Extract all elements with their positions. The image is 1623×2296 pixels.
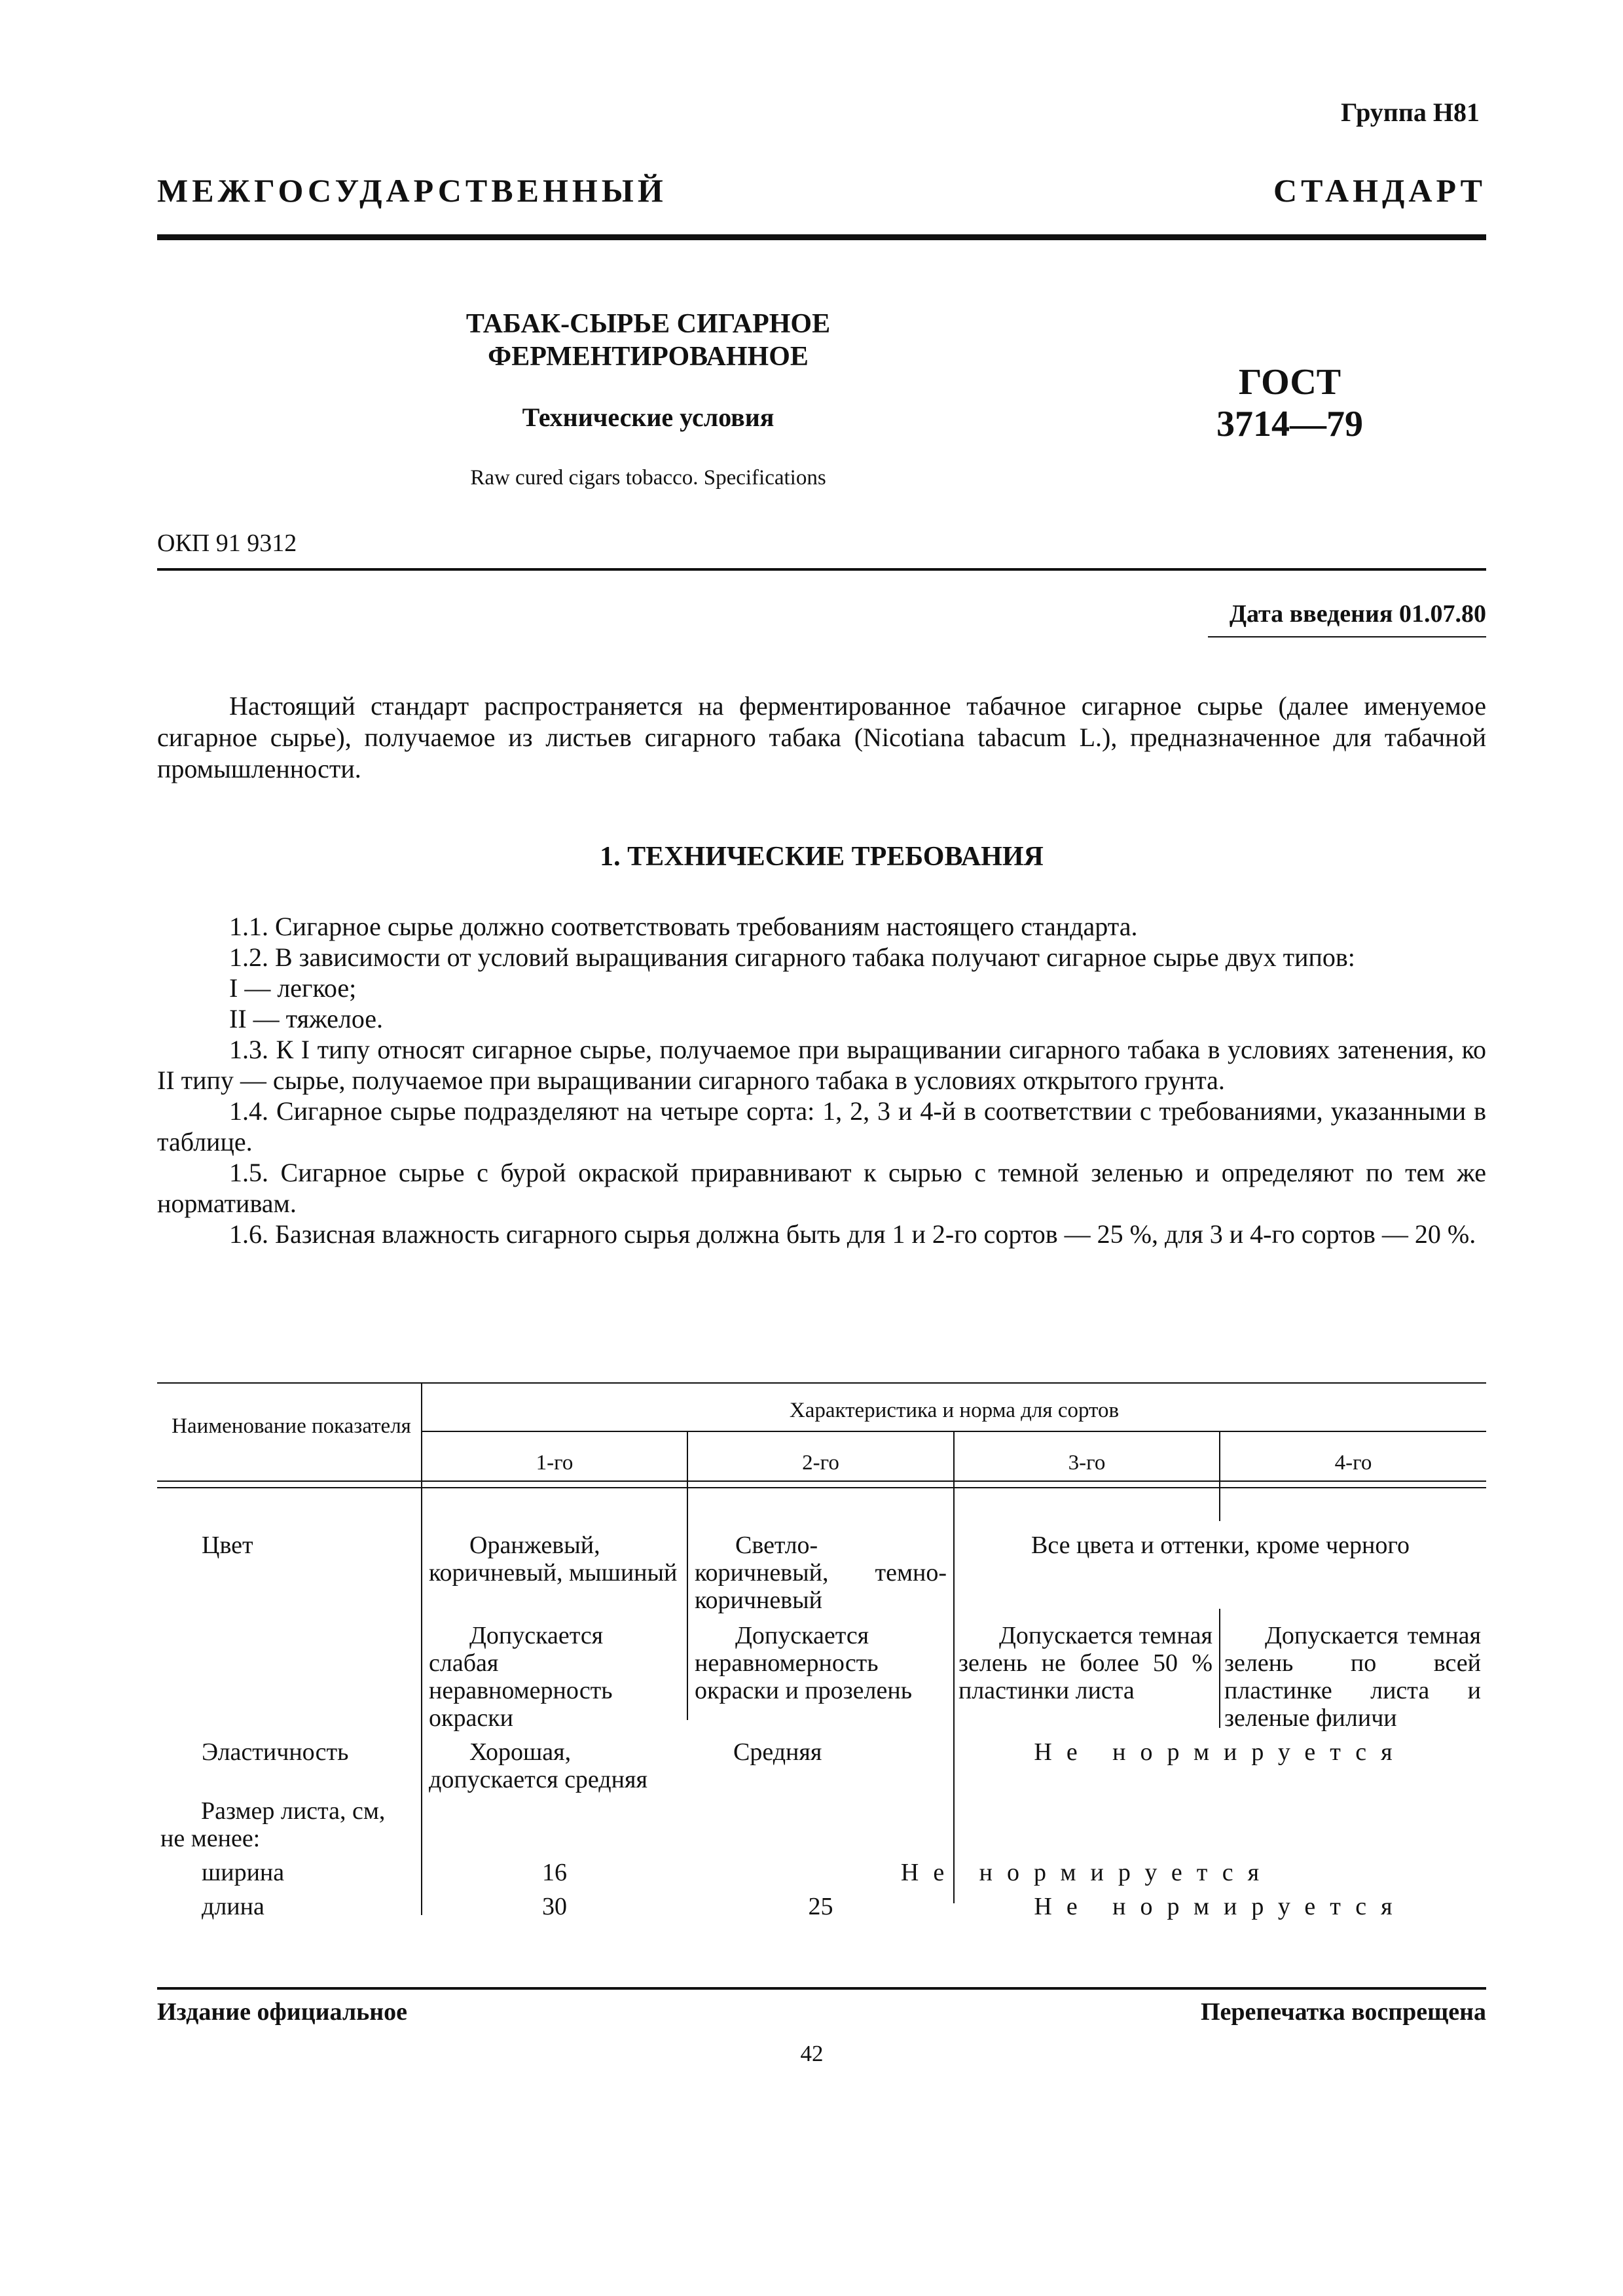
allow-grade-2: Допускается неравномерность окраски и прозелень	[695, 1622, 913, 1704]
allow-grade-3: Допускается темная зелень не более 50 % пластинки листа	[958, 1622, 1213, 1704]
elasticity-grade-2: Средняя	[733, 1738, 822, 1766]
clause-1-6: 1.6. Базисная влажность сигарного сырья должна быть для 1 и 2-го сортов — 25 %, для 3 и 4-го сортов — 20 %.	[229, 1219, 1476, 1249]
clause-1-3: 1.3. К I типу относят сигарное сырье, получаемое при выращивании сигарного табака в условиях затенения, ко II типу — сырье, получаемое при выращивании сигарного табака в условиях открытого грунта.	[157, 1035, 1486, 1095]
document-title	[367, 308, 930, 373]
clause-1-1: 1.1. Сигарное сырье должно соответствовать требованиям настоящего стандарта.	[229, 912, 1138, 941]
table-head-rule-2	[157, 1487, 1486, 1488]
row-label-width: ширина	[202, 1859, 285, 1886]
elasticity-grade-3-4: Не нормируется	[1034, 1738, 1407, 1766]
clause-1-5: 1.5. Сигарное сырье с бурой окраской приравнивают к сырью с темной зеленью и определяют по тем же нормативам.	[157, 1158, 1486, 1218]
gost-label: ГОСТ	[1238, 362, 1341, 403]
allow-grade-4: Допускается темная зелень по всей пластинке листа и зеленые филичи	[1224, 1622, 1481, 1732]
row-label-color: Цвет	[202, 1532, 253, 1559]
introduction-date: Дата введения 01.07.80	[1229, 600, 1486, 628]
gost-number: 3714—79	[1216, 404, 1363, 444]
header-characteristic: Характеристика и норма для сортов	[789, 1399, 1120, 1422]
width-grades-2-4: Не нормируется	[900, 1859, 1274, 1886]
header-grade-2: 2-го	[802, 1451, 839, 1475]
okp-code: ОКП 91 9312	[157, 529, 297, 557]
page-number: 42	[800, 2041, 824, 2066]
table-top-rule	[157, 1382, 1486, 1384]
row-label-length: длина	[202, 1893, 264, 1920]
official-edition: Издание официальное	[157, 1998, 408, 2026]
group-code: Группа Н81	[1341, 98, 1480, 127]
width-grade-1: 16	[542, 1859, 567, 1886]
header-grade-3: 3-го	[1068, 1451, 1106, 1475]
color-grade-3-4: Все цвета и оттенки, кроме черного	[1030, 1532, 1410, 1559]
length-grade-1: 30	[542, 1893, 567, 1920]
table-vline-4b	[1219, 1609, 1220, 1728]
length-grades-3-4: Не нормируется	[1034, 1893, 1407, 1920]
section-title: 1. ТЕХНИЧЕСКИЕ ТРЕБОВАНИЯ	[600, 842, 1044, 872]
color-grade-2: Светло-коричневый, темно-коричневый	[695, 1532, 947, 1614]
header-grade-4: 4-го	[1334, 1451, 1372, 1475]
date-underline	[1208, 636, 1486, 637]
clause-1-2: 1.2. В зависимости от условий выращивания сигарного табака получают сигарное сырье двух типов:	[229, 942, 1355, 972]
section-body	[157, 911, 1486, 1249]
table-head-rule-1	[157, 1480, 1486, 1482]
header-rule	[157, 234, 1486, 240]
row-label-leaf-size: Размер листа, см, не менее:	[160, 1797, 386, 1852]
table-vline-4a	[1219, 1431, 1220, 1521]
intro-paragraph: Настоящий стандарт распространяется на ферментированное табачное сигарное сырье (далее именуемое сигарное сырье), получаемое из листьев сигарного табака (Nicotiana tabacum L.), предназначенное для табачной промышленности.	[157, 691, 1486, 783]
interstate-standard-heading: МЕЖГОСУДАРСТВЕННЫЙ СТАНДАРТ	[157, 172, 1486, 209]
header-grade-1: 1-го	[536, 1451, 574, 1475]
gost-designation	[1165, 361, 1414, 445]
title-line-2: ФЕРМЕНТИРОВАННОЕ	[488, 342, 809, 372]
type-2: II — тяжелое.	[229, 1004, 384, 1033]
color-grade-1: Оранжевый, коричневый, мышиный	[429, 1532, 678, 1587]
title-rule	[157, 568, 1486, 571]
reprint-prohibited: Перепечатка воспрещена	[1200, 1998, 1486, 2026]
document-subtitle: Технические условия	[522, 403, 775, 432]
elasticity-grade-1: Хорошая, допускается средняя	[429, 1738, 647, 1793]
type-1: I — легкое;	[229, 973, 357, 1003]
table-vline-3	[953, 1431, 955, 1903]
clause-1-4: 1.4. Сигарное сырье подразделяют на четыре сорта: 1, 2, 3 и 4-й в соответствии с требованиями, указанными в таблице.	[157, 1096, 1486, 1157]
english-title: Raw cured cigars tobacco. Specifications	[470, 466, 826, 490]
length-grade-2: 25	[808, 1893, 833, 1920]
row-label-elasticity: Эластичность	[202, 1738, 349, 1766]
header-indicator: Наименование показателя	[172, 1414, 411, 1438]
allow-grade-1: Допускается слабая неравномерность окраски	[429, 1622, 613, 1732]
title-line-1: ТАБАК-СЫРЬЕ СИГАРНОЕ	[465, 309, 831, 339]
footer-rule	[157, 1987, 1486, 1990]
